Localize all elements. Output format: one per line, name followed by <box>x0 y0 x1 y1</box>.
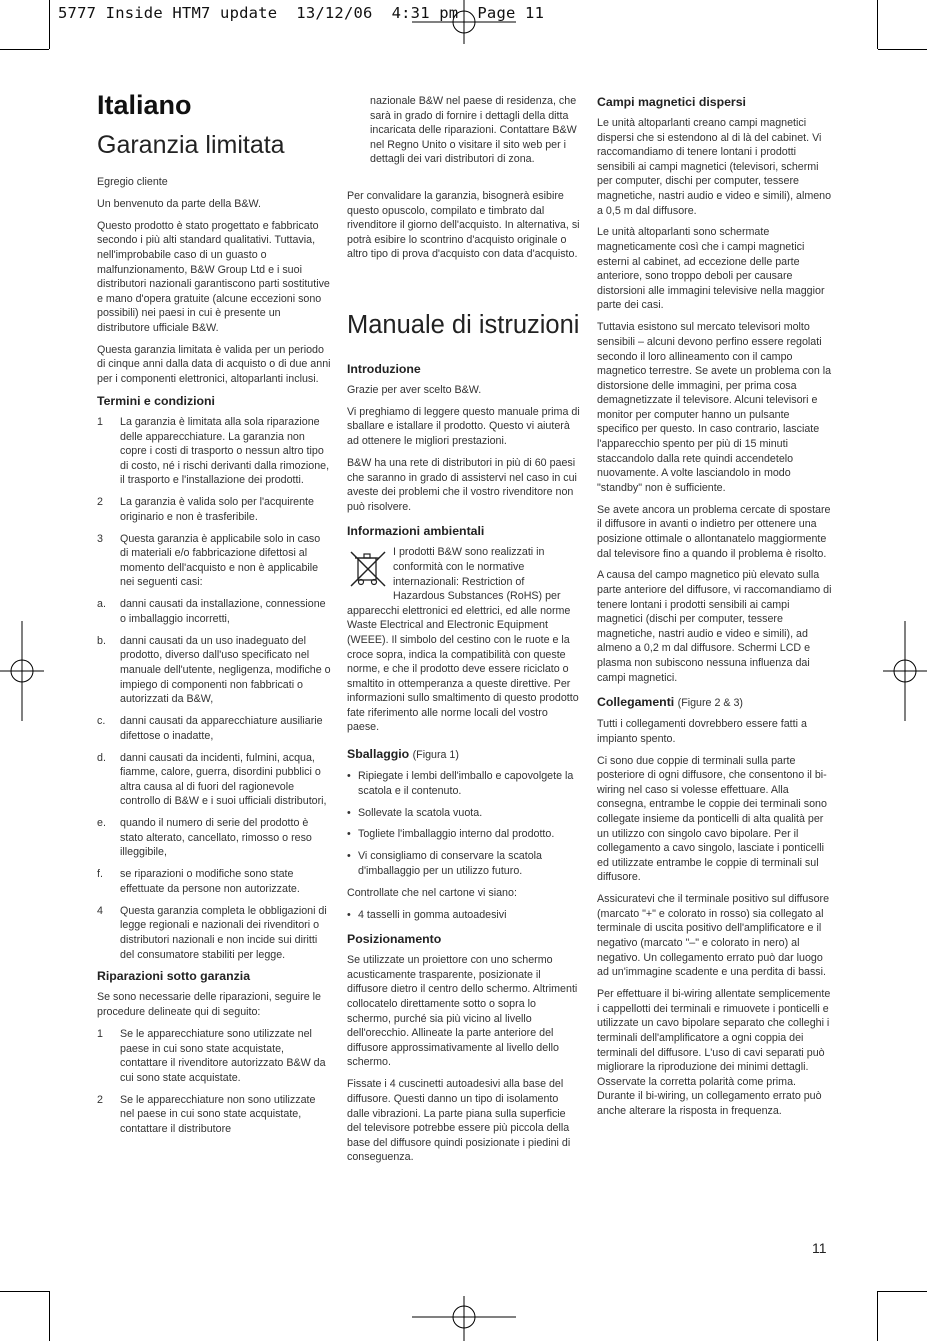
magnetic-paragraph: A causa del campo magnetico più elevato sulla parte anteriore del diffusore, vi raccomandiamo di tenere lontani i prodotti sensibili ai campi magnetici (dischi per computer, tessere magnetiche, nastri audio e video e simili), ad almeno a 0,2 m dal diffusore. Schermi LCD e plasma non subiscono nessuna influenza dai campi magnetici. <box>597 569 832 684</box>
registration-mark-left <box>0 621 44 721</box>
position-paragraph: Fissate i 4 cuscinetti autoadesivi alla base del diffusore. Questi danno un tipo di isolamento dalle vibrazioni. La parte piana sulla superficie del televisore potrebbe essere più piccola della base del diffusore quindi posizionate i piedini di conseguenza. <box>347 1078 571 1164</box>
language-title: Italiano <box>97 90 192 120</box>
crop-mark <box>0 1291 49 1292</box>
magnetic-heading: Campi magnetici dispersi <box>597 95 746 109</box>
crop-mark <box>49 0 50 49</box>
list-item: 2 Se le apparecchiature non sono utilizzate nel paese in cui sono state acquistate, contattare il distributore <box>97 1093 316 1135</box>
list-item: • Ripiegate i lembi dell'imballo e capovolgete la scatola e il contenuto. <box>347 770 574 797</box>
repairs-continuation: nazionale B&W nel paese di residenza, che sarà in grado di fornire i dettagli della ditta incaricata delle riparazioni. Contattare B&W nel Regno Unito o visitare il sito web per i dettagli dei vari distributori di zona. <box>370 95 577 166</box>
env-text: apparecchi elettronici ed elettrici, ed alle norme Waste Electrical and Electronic Equipment (WEEE). Il simbolo del cestino con le ruote e la croce sopra, indica la compatibilità con queste norme, e che il prodotto deve essere riciclato o smaltito in ottemperanza a queste direttive. Per informazioni sullo smaltimento di questo prodotto fate riferimento alle norme locali del vostro paese. <box>347 604 579 734</box>
magnetic-paragraph: Tuttavia esistono sul mercato televisori molto sensibili – alcuni devono perfino essere regolati secondo il loro allineamento con il campo magnetico terrestre. Se avete un problema con la distorsione delle immagini, per prima cosa demagnetizzate il televisore. Alcuni televisori e monitor per computer hanno un pulsante specifico per questo. In caso contrario, lasciate l'apparecchio spento per più di 15 minuti staccandolo dalla rete quindi accendetelo nuovamente. A volte lasciandolo in modo "standby" non è sufficiente. <box>597 321 832 494</box>
registration-mark-bottom <box>412 1296 516 1341</box>
position-paragraph: Se utilizzate un proiettore con uno schermo acusticamente trasparente, posizionate il diffusore dietro il centro dello schermo. Altrimenti collocatelo direttamente sotto o sopra lo schermo, purché sia più vicino al livello dell'orecchio. Allineate la parte anteriore del diffusore approssimativamente al livello dello schermo. <box>347 954 578 1069</box>
list-item: a. danni causati da installazione, connessione o imballaggio incorretti, <box>97 598 326 625</box>
crop-mark <box>878 1291 927 1292</box>
repairs-heading: Riparazioni sotto garanzia <box>97 969 251 984</box>
crop-mark <box>878 49 927 50</box>
position-heading: Posizionamento <box>347 932 442 947</box>
weee-bin-icon <box>347 548 389 590</box>
print-slug: 5777 Inside HTM7 update 13/12/06 4:31 pm Page 11 <box>58 4 545 22</box>
crop-mark <box>49 1291 50 1341</box>
intro-paragraph: Vi preghiamo di leggere questo manuale prima di sballare e istallare il prodotto. Questo vi aiuterà ad ottenere le migliori prestazioni. <box>347 405 580 448</box>
validation-text: Per convalidare la garanzia, bisognerà esibire questo opuscolo, compilato e timbrato dal rivenditore il giorno dell'acquisto. In alternativa, si potrà esibire lo scontrino d'acquisto originale o altro tipo di prova d'acquisto con data d'acquisto. <box>347 190 580 261</box>
connections-heading: Collegamenti (Figure 2 & 3) <box>597 695 743 710</box>
crop-mark <box>877 1291 878 1341</box>
registration-mark-top <box>412 0 516 44</box>
env-block: I prodotti B&W sono realizzati in conformità con le normative internazionali: Restriction of Hazardous Substances (RoHS) per apparecchi elettronici ed elettrici, ed alle norme Waste Electrical and Electronic Equipment (WEEE). Il simbolo del cestino con le ruote e la croce sopra, indica la compatibilità con queste norme, e che il prodotto deve essere riciclato o smaltito in ottemperanza a queste direttive. Per informazioni sullo smaltimento di questo prodotto fate riferimento alle norme locali del vostro paese. <box>347 545 581 735</box>
list-item: 1 Se le apparecchiature sono utilizzate nel paese in cui sono state acquistate, contattare il rivenditore autorizzato B&W da cui sono state acquistate. <box>97 1027 326 1084</box>
list-item: • Togliete l'imballaggio interno dal prodotto. <box>347 828 555 841</box>
magnetic-paragraph: Le unità altoparlanti sono schermate magneticamente così che i campi magnetici esterni al cabinet, ad eccezione delle parte anteriore, sono troppo deboli per causare distorsioni alle immagini televisive nella maggior parte dei casi. <box>597 226 825 312</box>
env-heading: Informazioni ambientali <box>347 524 485 539</box>
greeting: Egregio cliente <box>97 176 168 188</box>
list-item: • Sollevate la scatola vuota. <box>347 806 483 819</box>
list-item: b. danni causati da un uso inadeguato del prodotto, diverso dall'uso specificato nel manuale dell'utente, negligenza, modifiche o impiego di componenti non fabbricati o autorizzati da B&W, <box>97 634 331 706</box>
terms-list <box>97 415 331 962</box>
list-item: 1 La garanzia è limitata alla sola riparazione delle apparecchiature. La garanzia non copre i costi di trasporto o nessun altro tipo di costo, né i rischi derivanti dalla rimozione, il trasporto e l'installazione dei prodotti. <box>97 415 330 487</box>
warranty-title: Garanzia limitata <box>97 131 285 159</box>
manual-title: Manuale di istruzioni <box>347 311 580 339</box>
warranty-intro: Questo prodotto è stato progettato e fabbricato secondo i più alti standard qualitativi. Tuttavia, nell'improbabile caso di un guasto o malfunzionamento, B&W Group Ltd e i suoi distributori nazionali garantiscono parti sostitutive e mano d'opera gratuite (alcune eccezioni sono possibili) nei paesi in cui è presente un distributore ufficiale B&W. <box>97 219 330 334</box>
repairs-intro: Se sono necessarie delle riparazioni, seguire le procedure delineate qui di seguito: <box>97 991 321 1019</box>
magnetic-connections-column <box>597 95 833 1126</box>
crop-mark <box>877 0 878 49</box>
list-item: d. danni causati da incidenti, fulmini, acqua, fiamme, calore, guerra, disordini pubblici o altra causa al di fuori del ragionevole controllo di B&W e i suoi ufficiali distributori, <box>97 751 327 808</box>
list-item: 4 Questa garanzia completa le obbligazioni di legge regionali e nazionali dei rivenditori o distributori nazionali e non incide sui diritti del consumatore stabiliti per legge. <box>97 904 327 961</box>
terms-heading: Termini e condizioni <box>97 393 215 408</box>
magnetic-paragraph: Se avete ancora un problema cercate di spostare il diffusore in avanti o indietro per ottenere una posizione ottimale o allontanatelo maggiormente dal televisore fino a quando il problema è risolto. <box>597 503 831 560</box>
warranty-column <box>97 175 331 1144</box>
list-item: f. se riparazioni o modifiche sono state effettuate da persone non autorizzate. <box>97 868 300 895</box>
list-item: • Vi consigliamo di conservare la scatola d'imballaggio per un utilizzo futuro. <box>347 850 542 877</box>
list-item: e. quando il numero di serie del prodotto è stato alterato, cancellato, rimosso o reso illeggibile, <box>97 817 312 859</box>
manual-column <box>347 362 581 1172</box>
intro-paragraph: B&W ha una rete di distributori in più di 60 paesi che saranno in grado di assistervi nel caso in cui aveste dei problemi che il vostro rivenditore non può risolvere. <box>347 456 577 513</box>
connections-paragraph: Per effettuare il bi-wiring allentate semplicemente i cappellotti dei terminali e rimuovete i ponticelli e utilizzate un cavo bipolare separato che colleghi i terminali dell'amplificatore a ogni coppia dei terminali del diffusore. L'uso di cavi separati può migliorare la riproduzione dei minimi dettagli. Osservate la corretta polarità come prima. Durante il bi-wiring, un collegamento errato può anche alterare la risposta in frequenza. <box>597 988 831 1117</box>
list-item: • 4 tasselli in gomma autoadesivi <box>347 908 507 921</box>
unpack-check: Controllate che nel cartone vi siano: <box>347 886 517 899</box>
connections-paragraph: Ci sono due coppie di terminali sulla parte posteriore di ogni diffusore, che consentono il bi-wiring nel caso si volesse effettuare. Alla consegna, entrambe le coppie dei terminali sono collegate insieme da ponticelli di alta qualità per un utilizzo con singolo cavo bipolare. Per il collegamento a cavo singolo, lasciate i ponticelli ed utilizzate entrambe le coppie di terminali sul diffusore. <box>597 754 827 884</box>
list-item: c. danni causati da apparecchiature ausiliarie difettose o inadatte, <box>97 715 323 742</box>
connections-paragraph: Assicuratevi che il terminale positivo sul diffusore (marcato "+" e colorato in rosso) sia collegato al terminale di uscita positivo dell'amplificatore e il negativo (marcato "–" e colorato in nero) al negativo. Un collegamento errato può dar luogo ad un'immagine scadente e una perdita di bassi. <box>597 893 830 979</box>
welcome: Un benvenuto da parte della B&W. <box>97 197 261 210</box>
list-item: 2 La garanzia è valida solo per l'acquirente originario e non è trasferibile. <box>97 496 314 523</box>
list-item: 3 Questa garanzia è applicabile solo in caso di materiali e/o fabbricazione difettosi al momento dell'acquisto e non è applicabile nei seguenti casi: <box>97 532 321 589</box>
intro-paragraph: Grazie per aver scelto B&W. <box>347 384 482 396</box>
magnetic-paragraph: Le unità altoparlanti creano campi magnetici dispersi che si estendono al di là del cabinet. Vi raccomandiamo di tenere lontani i prodotti sensibili ai campi magnetici (televisori, schermi per computer, dischi per computer, tessere magnetiche, nastri audio e video e simili), almeno a 0,5 m dal diffusore. <box>597 117 832 217</box>
unpack-heading: Sballaggio (Figura 1) <box>347 747 459 762</box>
intro-heading: Introduzione <box>347 362 421 376</box>
crop-mark <box>0 49 49 50</box>
connections-paragraph: Tutti i collegamenti dovrebbero essere fatti a impianto spento. <box>597 718 807 745</box>
page-number: 11 <box>812 1240 827 1256</box>
registration-mark-right <box>883 621 927 721</box>
warranty-validity: Questa garanzia limitata è valida per un periodo di cinque anni dalla data di acquisto o di due anni per i componenti elettronici, altoparlanti inclusi. <box>97 343 331 386</box>
validation-block <box>347 189 581 269</box>
